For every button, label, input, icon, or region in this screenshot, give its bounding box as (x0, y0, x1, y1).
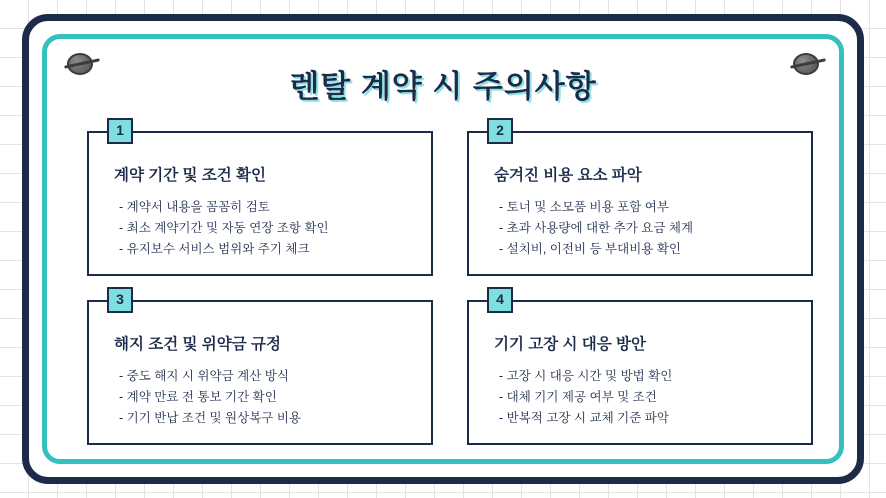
card-item (467, 291, 813, 445)
list-item: - 기기 반납 조건 및 원상복구 비용 (119, 411, 301, 425)
card-number-badge: 1 (107, 118, 133, 144)
list-item: - 계약 만료 전 통보 기간 확인 (119, 390, 277, 404)
card-item (87, 291, 433, 445)
card-number-badge: 3 (107, 287, 133, 313)
card-title: 계약 기간 및 조건 확인 (114, 167, 266, 184)
outer-frame (22, 14, 864, 484)
list-item: - 유지보수 서비스 범위와 주기 체크 (119, 242, 310, 256)
list-item: - 고장 시 대응 시간 및 방법 확인 (499, 369, 673, 383)
list-item: - 대체 기기 제공 여부 및 조건 (499, 390, 657, 404)
card-number-badge: 4 (487, 287, 513, 313)
card-bullet-list (109, 366, 411, 429)
list-item: - 중도 해지 시 위약금 계산 방식 (119, 369, 289, 383)
card-grid (87, 122, 813, 445)
list-item: - 토너 및 소모품 비용 포함 여부 (499, 200, 669, 214)
list-item: - 반복적 고장 시 교체 기준 파악 (499, 411, 669, 425)
list-item: - 계약서 내용을 꼼꼼히 검토 (119, 200, 270, 214)
card-number-badge: 2 (487, 118, 513, 144)
list-item: - 초과 사용량에 대한 추가 요금 체계 (499, 221, 694, 235)
card-title: 숨겨진 비용 요소 파악 (494, 167, 642, 184)
card-item (87, 122, 433, 276)
card-title: 해지 조건 및 위약금 규정 (114, 336, 281, 353)
card-bullet-list (109, 197, 411, 260)
card-title: 기기 고장 시 대응 방안 (494, 336, 646, 353)
card-item (467, 122, 813, 276)
card-bullet-list (489, 366, 791, 429)
list-item: - 설치비, 이전비 등 부대비용 확인 (499, 242, 681, 256)
page-title: 렌탈 계약 시 주의사항 (289, 69, 597, 104)
list-item: - 최소 계약기간 및 자동 연장 조항 확인 (119, 221, 329, 235)
card-bullet-list (489, 197, 791, 260)
